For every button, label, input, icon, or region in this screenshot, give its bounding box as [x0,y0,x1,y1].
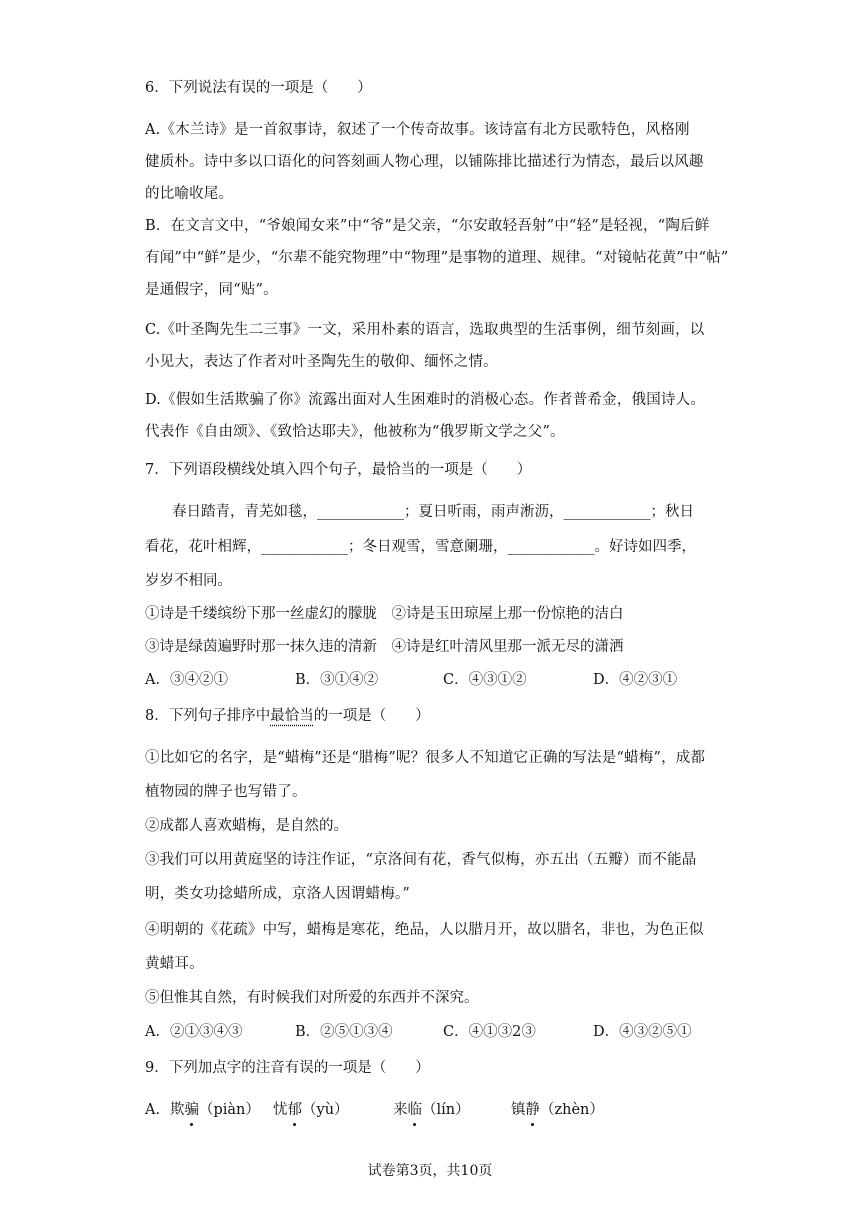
q8-option-a[interactable]: A．②①③④③ [145,1024,243,1040]
q7-option-b[interactable]: B．③①④② [295,672,379,688]
q8-sentence-4-line2: 黄蜡耳。 [145,956,204,972]
q7-items-line2: ③诗是绿茵遍野时那一抹久违的清新 ④诗是红叶清风里那一派无尽的潇洒 [145,639,624,655]
q7-option-d[interactable]: D．④②③① [593,672,678,688]
q8-sentence-1-line2: 植物园的牌子也写错了。 [145,784,307,800]
q7-items-line1: ①诗是千缕缤纷下那一丝虚幻的朦胧 ②诗是玉田琼屋上那一份惊艳的洁白 [145,606,624,622]
q8-option-d[interactable]: D．④③②⑤① [593,1024,692,1040]
q6-option-a-line3: 的比喻收尾。 [145,186,234,202]
q9-b-dotted-char: 郁 [287,1102,302,1118]
q9-b-pre: 忧 [273,1102,288,1118]
q8-sentence-2: ②成都人喜欢蜡梅，是自然的。 [145,818,348,834]
q9-c-pre: 来 [393,1102,408,1118]
q8-sentence-1-line1: ①比如它的名字，是“蜡梅”还是“腊梅”呢？很多人不知道它正确的写法是“蜡梅”，成都 [145,750,706,766]
q9-d-dotted-char: 静 [525,1102,540,1118]
q7-passage-line2: 看花，花叶相辉，____________；冬日观雪，雪意阑珊，____________。好诗如四季， [145,539,696,555]
q9-a-dotted-char: 骗 [184,1102,199,1118]
q7-options [145,670,677,690]
q8-stem-post: 的一项是（ ） [313,708,430,724]
q8-sentence-4-line1: ④明朝的《花疏》中写，蜡梅是寒花，绝品，人以腊月开，故以腊名，非也，为色正似 [145,922,704,938]
q6-option-c-line2: 小见大，表达了作者对叶圣陶先生的敬仰、缅怀之情。 [145,354,498,370]
q8-stem-dotted: 最恰当 [270,708,314,724]
q9-stem: 9．下列加点字的注音有误的一项是（ ） [145,1060,430,1076]
q8-options [145,1022,692,1042]
q8-sentence-3-line2: 明，类女功捻蜡所成，京洛人因谓蜡梅。” [145,886,410,902]
q9-option-d[interactable] [511,1100,604,1120]
q8-option-c[interactable]: C．④①③2③ [443,1024,536,1040]
q9-d-pre: 镇 [511,1102,526,1118]
q9-options [145,1100,604,1120]
q6-option-d-line2: 代表作《自由颂》、《致恰达耶夫》，他被称为“俄罗斯文学之父”。 [145,424,565,440]
q8-sentence-3-line1: ③我们可以用黄庭坚的诗注作证，“京洛间有花，香气似梅，亦五出（五瓣）而不能晶 [145,852,697,868]
q7-passage-line3: 岁岁不相同。 [145,573,232,589]
q9-a-pre: A．欺 [145,1102,185,1118]
q6-option-b-line3: 是通假字，同“贴”。 [145,282,278,298]
q9-option-c[interactable] [393,1100,511,1120]
q7-stem: 7．下列语段横线处填入四个句子，最恰当的一项是（ ） [145,462,532,478]
q6-stem: 6．下列说法有误的一项是（ ） [145,80,372,96]
q8-stem-pre: 8．下列句子排序中 [145,708,271,724]
q7-option-a[interactable]: A．③④②① [145,672,228,688]
q9-option-a[interactable] [145,1100,273,1120]
page-footer: 试卷第3页，共10页 [367,1163,493,1179]
q9-d-pinyin: （zhèn） [540,1102,604,1118]
q7-passage-line1: 春日踏青，青芜如毯，____________；夏日听雨，雨声淅沥，____________；秋日 [172,504,694,520]
q9-option-b[interactable] [273,1100,393,1120]
q9-a-pinyin: （piàn） [198,1102,260,1118]
q8-option-b[interactable]: B．②⑤①③④ [295,1024,393,1040]
q9-b-pinyin: （yù） [302,1102,349,1118]
q6-option-b-line1: B．在文言文中，“爷娘闻女来”中“爷”是父亲，“尔安敢轻吾射”中“轻”是轻视，“陶后鲜 [145,218,710,234]
q6-option-a-line1: A.《木兰诗》是一首叙事诗，叙述了一个传奇故事。该诗富有北方民歌特色，风格刚 [145,122,690,138]
q7-option-c[interactable]: C．④③①② [443,672,527,688]
q6-option-b-line2: 有闻”中“鲜”是少，“尔辈不能究物理”中“物理”是事物的道理、规律。“对镜帖花黄”中“帖” [145,250,729,266]
q6-option-c-line1: C.《叶圣陶先生二三事》一文，采用朴素的语言，选取典型的生活事例，细节刻画，以 [145,322,705,338]
q8-sentence-5: ⑤但惟其自然，有时候我们对所爱的东西并不深究。 [145,990,479,1006]
q6-option-d-line1: D.《假如生活欺骗了你》流露出面对人生困难时的消极心态。作者普希金，俄国诗人。 [145,392,706,408]
q9-c-dotted-char: 临 [407,1102,422,1118]
q8-stem [145,706,430,726]
q9-c-pinyin: （lín） [422,1102,470,1118]
q6-option-a-line2: 健质朴。诗中多以口语化的问答刻画人物心理，以铺陈排比描述行为情态，最后以风趣 [145,154,704,170]
